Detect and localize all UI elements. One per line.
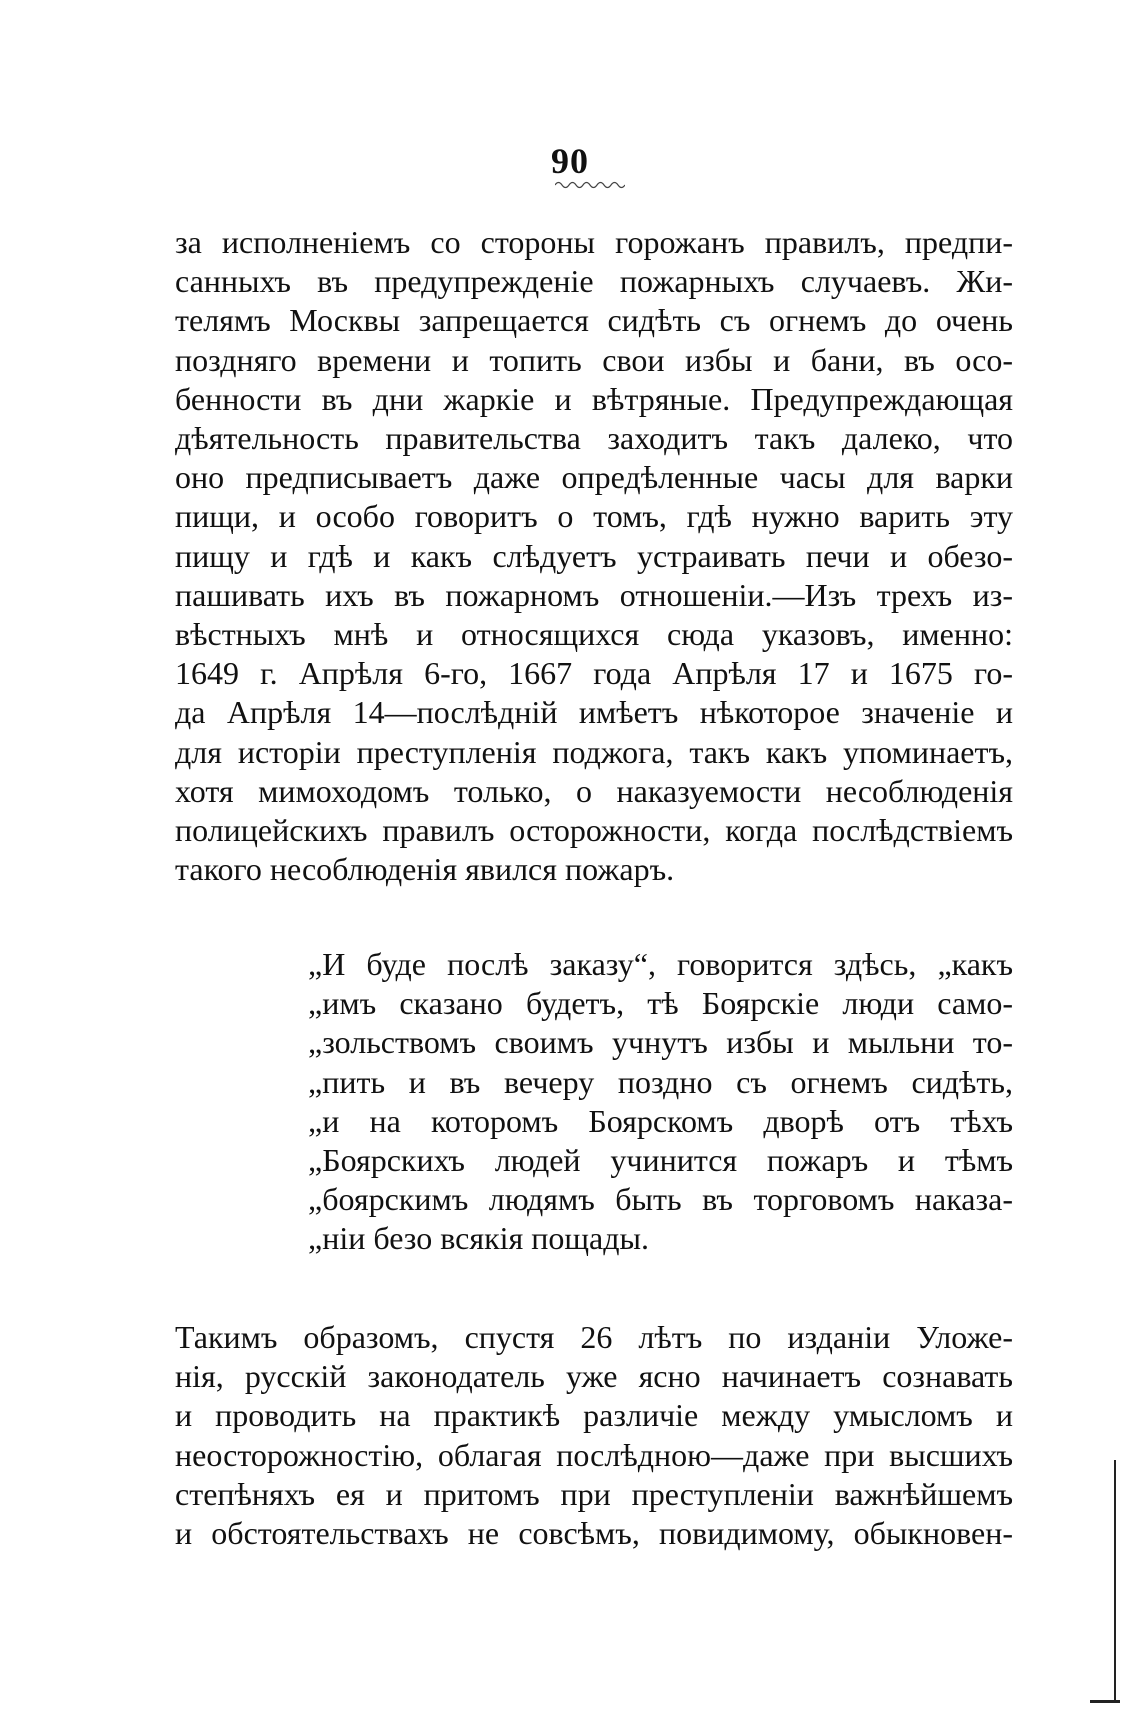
text-line: да Апрѣля 14—послѣдній имѣетъ нѣкоторое значеніе и [175,694,1013,731]
text-line: вѣстныхъ мнѣ и относящихся сюда указовъ, именно: [175,616,1013,653]
text-line: такого несоблюденія явился пожаръ. [175,851,675,888]
text-line: степѣняхъ ея и притомъ при преступленіи важнѣйшемъ [175,1475,1013,1512]
page-number: 90 [551,141,589,181]
ornament-wavy-rule [555,180,625,190]
text-line: 1649 г. Апрѣля 6-го, 1667 года Апрѣля 17 и 1675 го- [175,655,1013,692]
text-line: полицейскихъ правилъ осторожности, когда послѣдствіемъ [175,812,1013,849]
paragraph-conclusion [175,1318,1013,1553]
quote-line: „имъ сказано будетъ, тѣ Боярскіе люди само- [308,985,1013,1022]
text-line: телямъ Москвы запрещается сидѣть съ огнемъ до очень [175,302,1013,339]
quote-line: „зольствомъ своимъ учнутъ избы и мыльни то- [308,1024,1013,1061]
text-line: санныхъ въ предупрежденіе пожарныхъ случаевъ. Жи- [175,263,1013,300]
text-line: пашивать ихъ въ пожарномъ отношеніи.—Изъ трехъ из- [175,576,1013,613]
text-line: Такимъ образомъ, спустя 26 лѣтъ по изданіи Уложе- [175,1319,1013,1355]
quotation-block [308,945,1013,1259]
text-line: и обстоятельствахъ не совсѣмъ, повидимому, обыкновен- [175,1515,1013,1552]
text-line: и проводить на практикѣ различіе между умысломъ и [175,1397,1013,1434]
page-edge-line [1114,1460,1116,1700]
text-line: бенности въ дни жаркіе и вѣтряные. Предупреждающая [175,380,1013,417]
text-line: нія, русскій законодатель уже ясно начинаетъ сознавать [175,1358,1013,1395]
quote-line: „и на которомъ Боярскомъ дворѣ отъ тѣхъ [308,1102,1013,1139]
text-line: неосторожностію, облагая послѣдною—даже при высшихъ [175,1436,1013,1473]
quote-line: „боярскимъ людямъ быть въ торговомъ наказа- [308,1181,1013,1218]
text-line: дѣятельность правительства заходитъ такъ далеко, что [175,420,1013,457]
page-corner-mark [1090,1700,1120,1703]
text-line: оно предписываетъ даже опредѣленные часы для варки [175,459,1013,496]
quote-line: „ніи безо всякія пощады. [308,1220,649,1257]
text-line: хотя мимоходомъ только, о наказуемости несоблюденія [175,772,1013,809]
quote-line: „И буде послѣ заказу“, говорится здѣсь, „какъ [308,946,1013,982]
quote-line: „Боярскихъ людей учинится пожаръ и тѣмъ [308,1142,1013,1179]
text-line: пищи, и особо говоритъ о томъ, гдѣ нужно варить эту [175,498,1013,535]
paragraph-main [175,223,1013,889]
text-line: за исполненіемъ со стороны горожанъ правилъ, предпи- [175,224,1013,260]
quote-line: „пить и въ вечеру поздно съ огнемъ сидѣть, [308,1063,1013,1100]
text-line: поздняго времени и топить свои избы и бани, въ осо- [175,341,1013,378]
text-line: пищу и гдѣ и какъ слѣдуетъ устраивать печи и обезо- [175,537,1013,574]
text-line: для исторіи преступленія поджога, такъ какъ упоминаетъ, [175,733,1013,770]
